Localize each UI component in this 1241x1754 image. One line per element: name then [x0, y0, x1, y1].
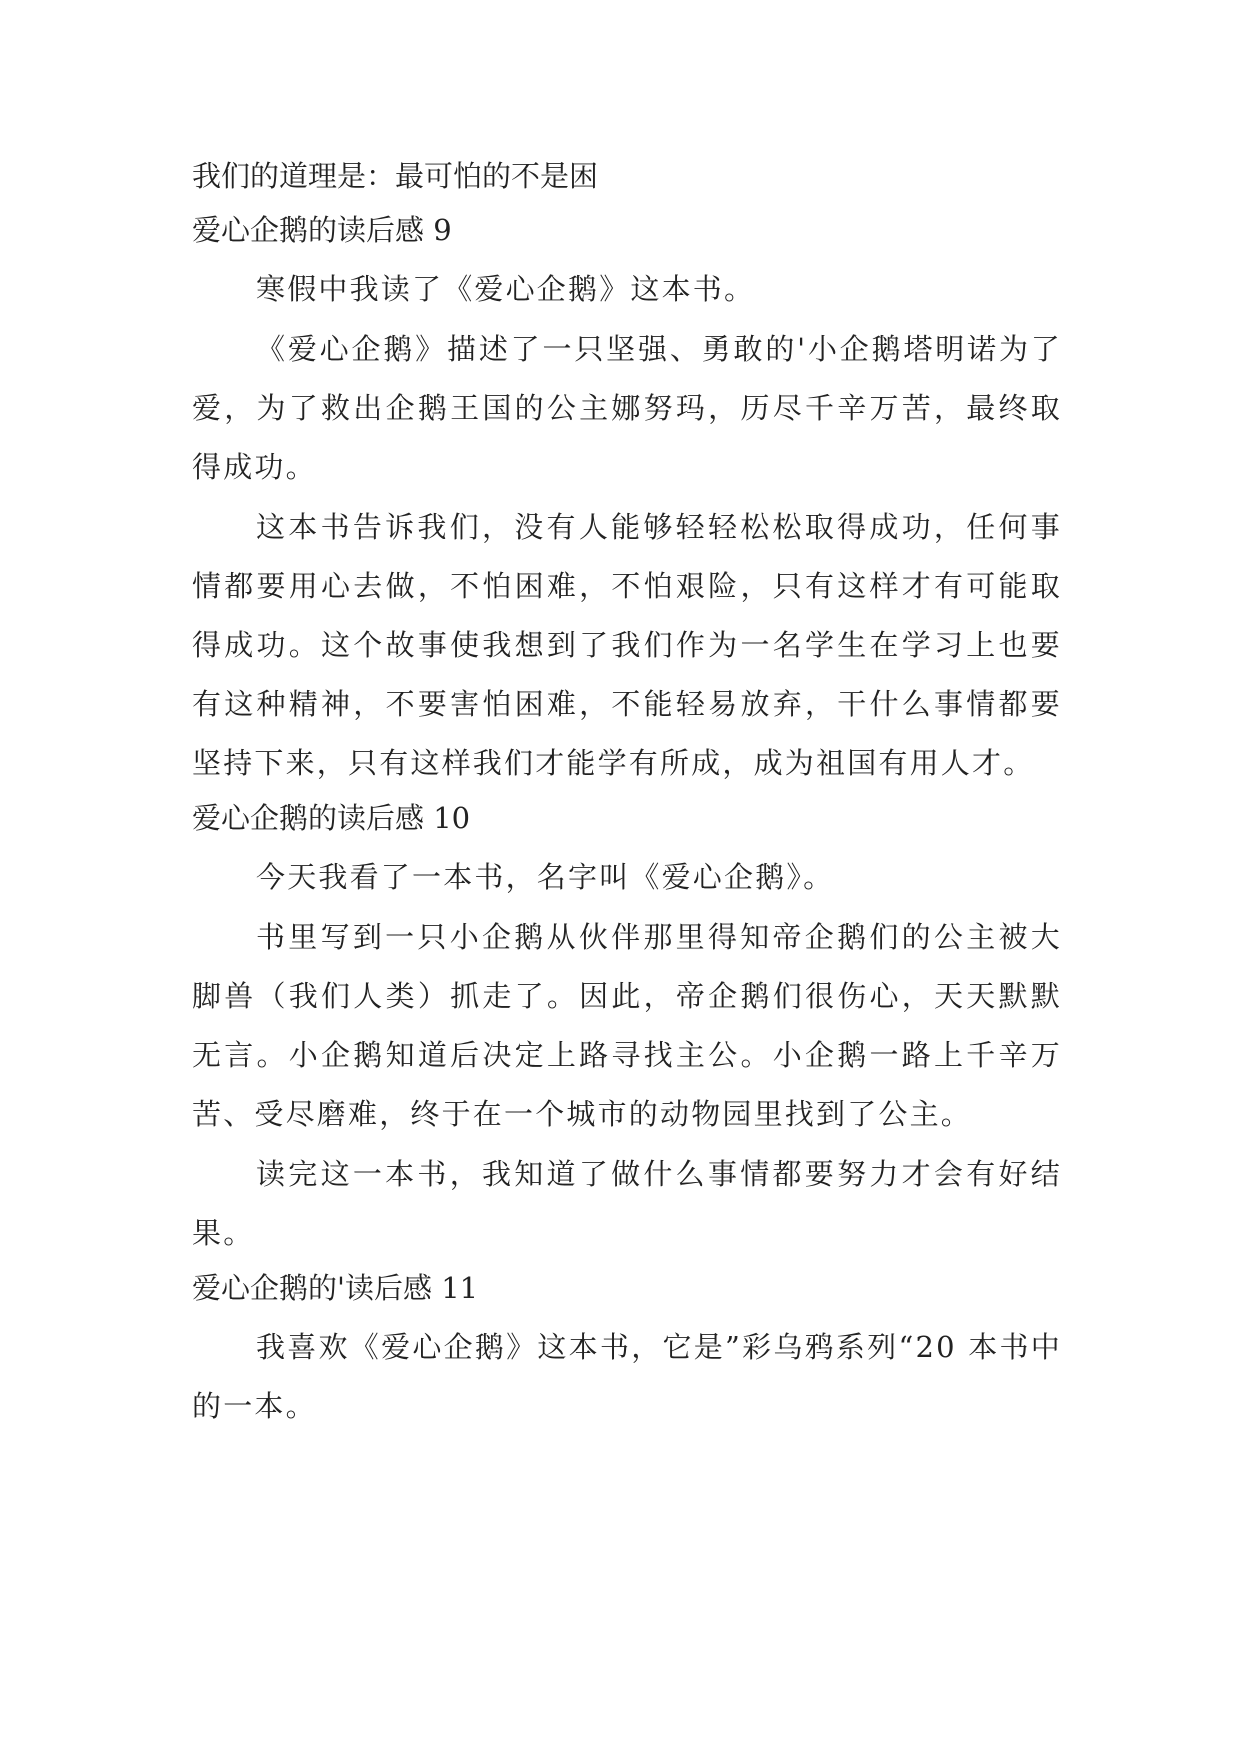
paragraph: 读完这一本书，我知道了做什么事情都要努力才会有好结果。	[192, 1157, 1062, 1250]
section-heading: 爱心企鹅的'读后感 11	[192, 1271, 479, 1305]
paragraph: 《爱心企鹅》描述了一只坚强、勇敢的'小企鹅塔明诺为了爱，为了救出企鹅王国的公主娜努玛，历尽千辛万苦，最终取得成功。	[192, 332, 1062, 484]
section-heading: 爱心企鹅的读后感 9	[192, 213, 452, 247]
paragraph: 这本书告诉我们，没有人能够轻轻松松取得成功，任何事情都要用心去做，不怕困难，不怕艰险，只有这样才有可能取得成功。这个故事使我想到了我们作为一名学生在学习上也要有这种精神，不要害怕困难，不能轻易放弃，干什么事情都要坚持下来，只有这样我们才能学有所成，成为祖国有用人才。	[192, 510, 1062, 780]
section-11	[192, 1270, 1062, 1436]
paragraph: 我喜欢《爱心企鹅》这本书，它是”彩乌鸦系列“20 本书中的一本。	[192, 1330, 1062, 1423]
paragraph: 书里写到一只小企鹅从伙伴那里得知帝企鹅们的公主被大脚兽（我们人类）抓走了。因此，帝企鹅们很伤心，天天默默无言。小企鹅知道后决定上路寻找主公。小企鹅一路上千辛万苦、受尽磨难，终于在一个城市的动物园里找到了公主。	[192, 920, 1062, 1131]
document-body	[192, 158, 1062, 1437]
section-10	[192, 800, 1062, 1263]
paragraph: 寒假中我读了《爱心企鹅》这本书。	[256, 272, 756, 306]
section-9	[192, 212, 1062, 793]
section-heading: 爱心企鹅的读后感 10	[192, 801, 471, 835]
intro-line: 我们的道理是：最可怕的不是困	[192, 159, 599, 193]
paragraph: 今天我看了一本书，名字叫《爱心企鹅》。	[256, 860, 835, 894]
